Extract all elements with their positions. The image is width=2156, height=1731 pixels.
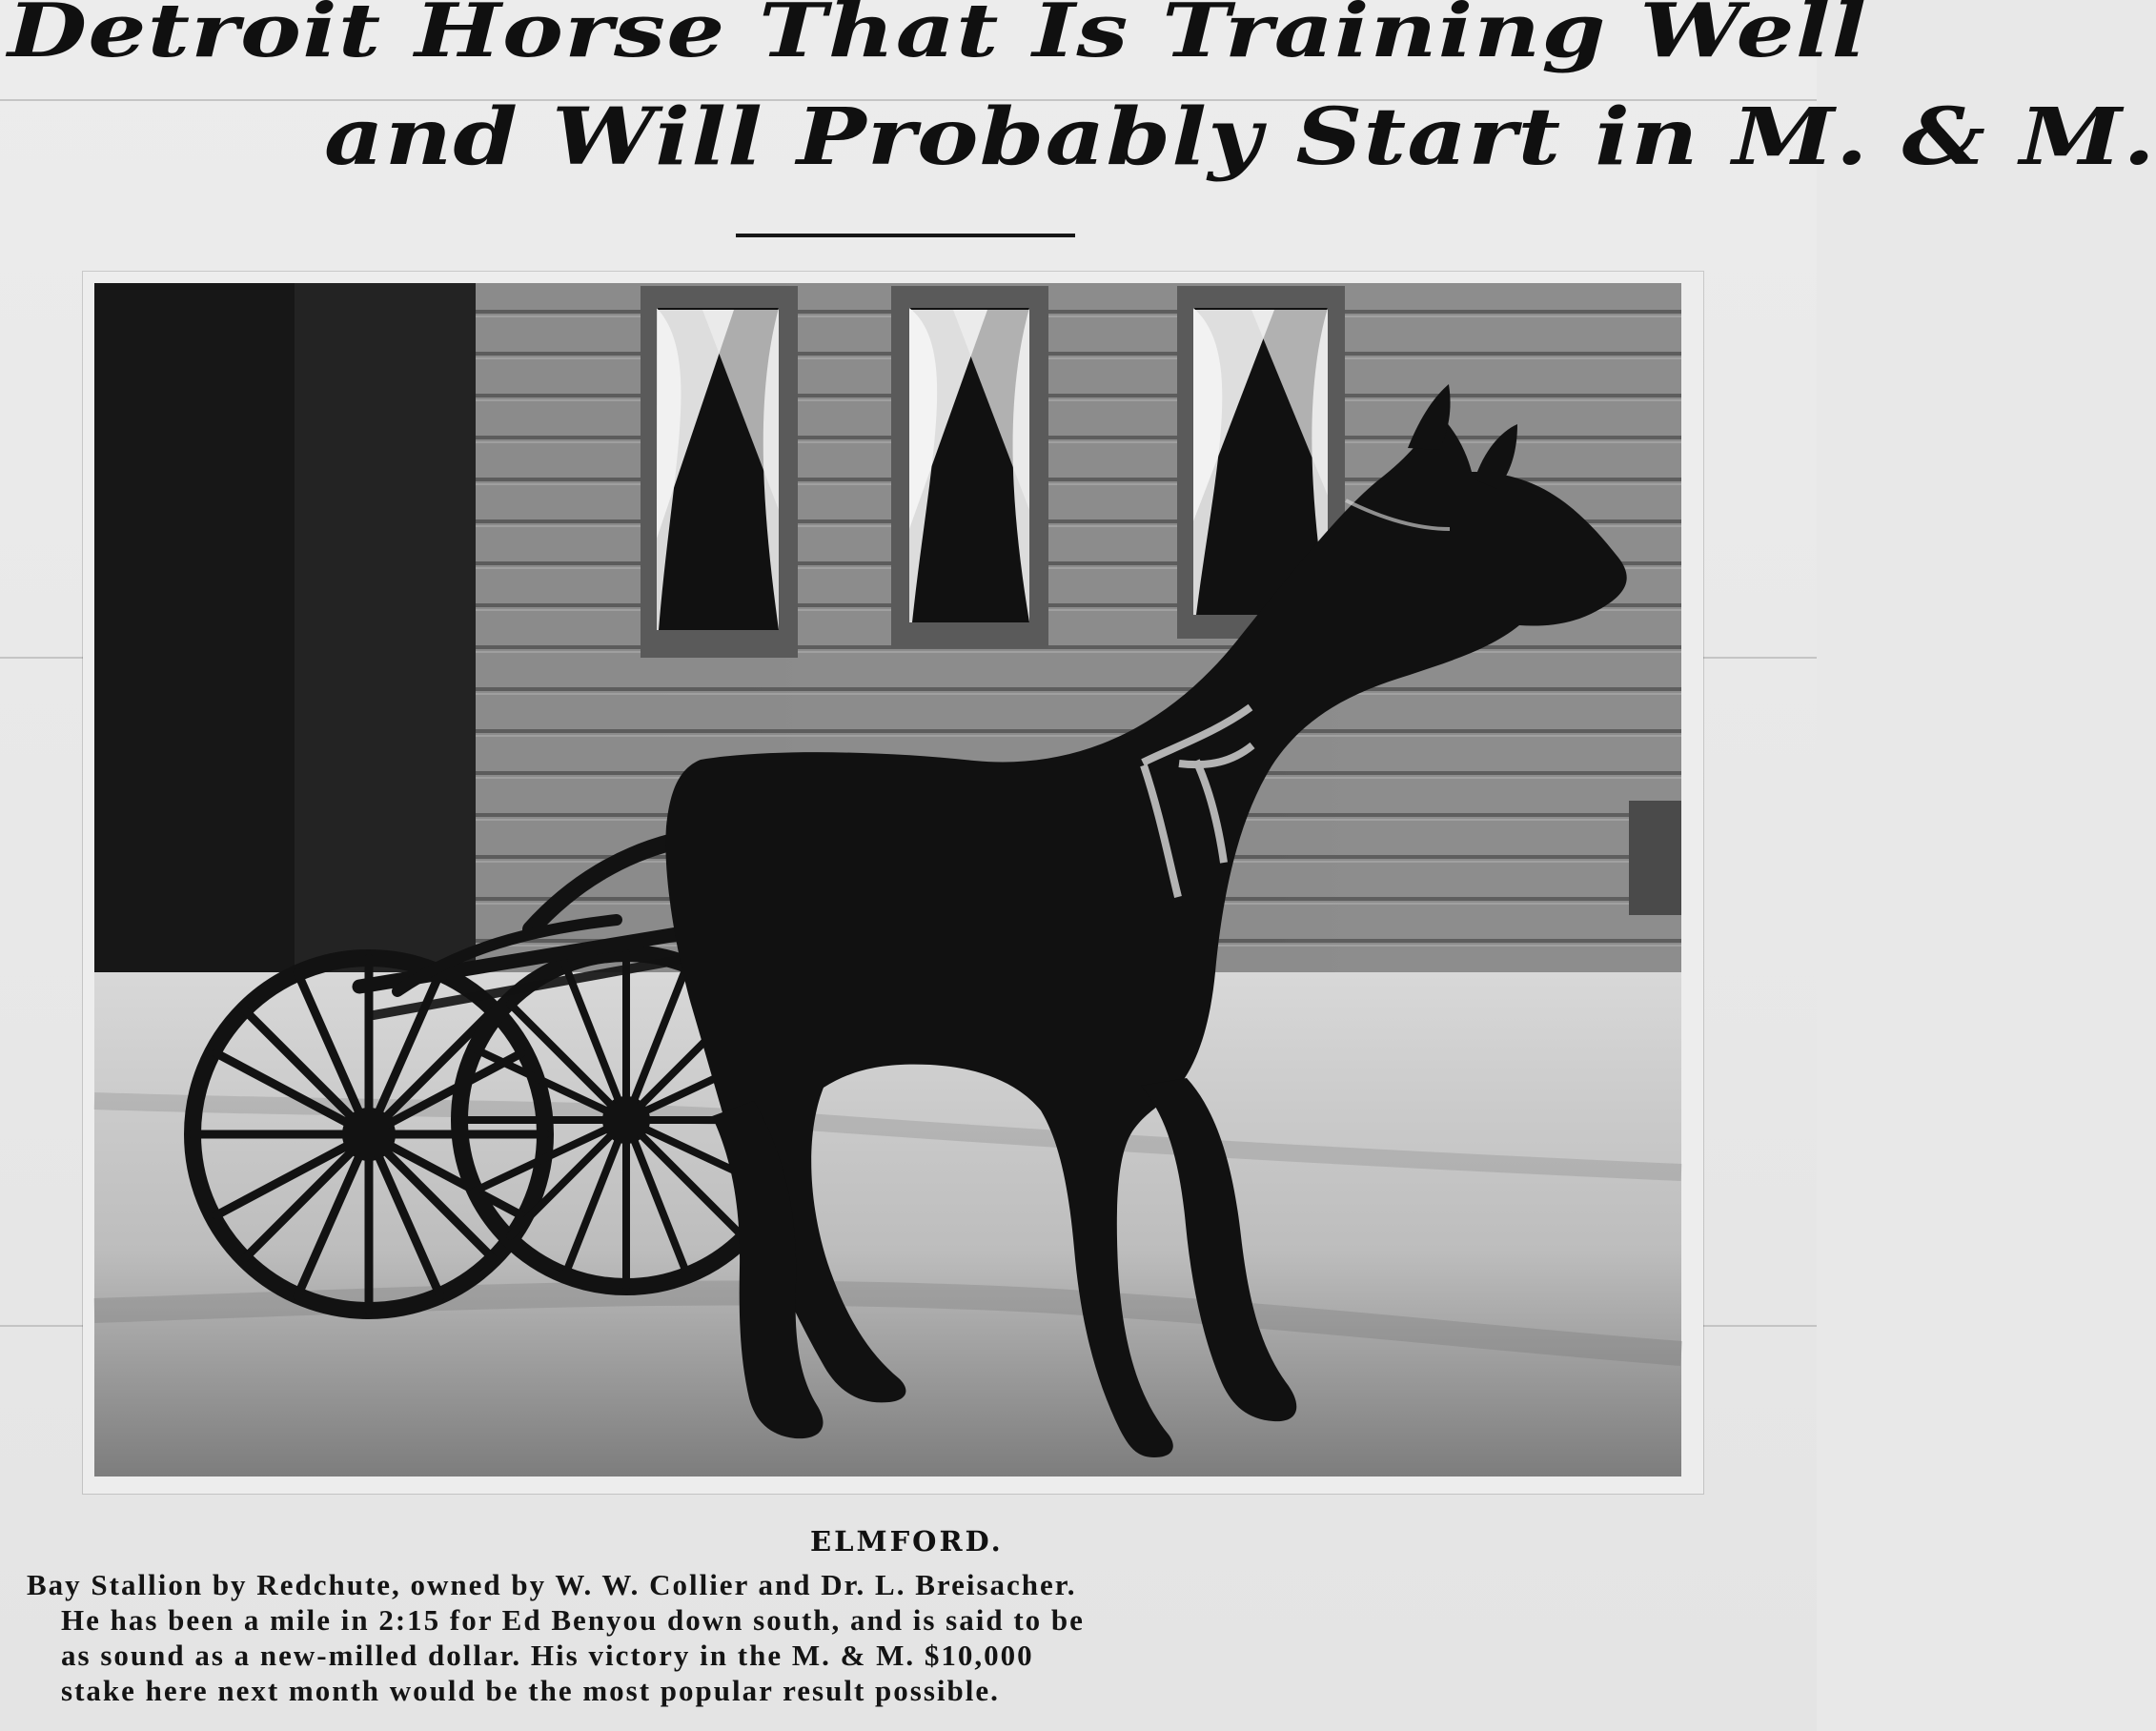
wall-panel-right	[1629, 801, 1681, 915]
horse-photo	[83, 272, 1703, 1494]
horse-photo-illustration	[83, 272, 1703, 1494]
window-1	[641, 286, 798, 658]
window-2	[891, 286, 1048, 648]
headline-line-1: Detroit Horse That Is Training Well	[8, 0, 1868, 74]
headline-divider	[736, 234, 1075, 237]
caption-line-1: Bay Stallion by Redchute, owned by W. W. Collier and Dr. L. Breisacher.	[27, 1568, 1077, 1601]
caption-line-4: stake here next month would be the most popular result possible.	[61, 1674, 1000, 1707]
headline-line-2: and Will Probably Start in M. & M.	[324, 92, 2156, 183]
caption-line-3: as sound as a new-milled dollar. His victory in the M. & M. $10,000	[61, 1639, 1034, 1672]
caption-title: ELMFORD.	[810, 1525, 1004, 1558]
caption-line-2: He has been a mile in 2:15 for Ed Benyou down south, and is said to be	[61, 1603, 1085, 1637]
caption-body	[27, 1567, 1804, 1708]
